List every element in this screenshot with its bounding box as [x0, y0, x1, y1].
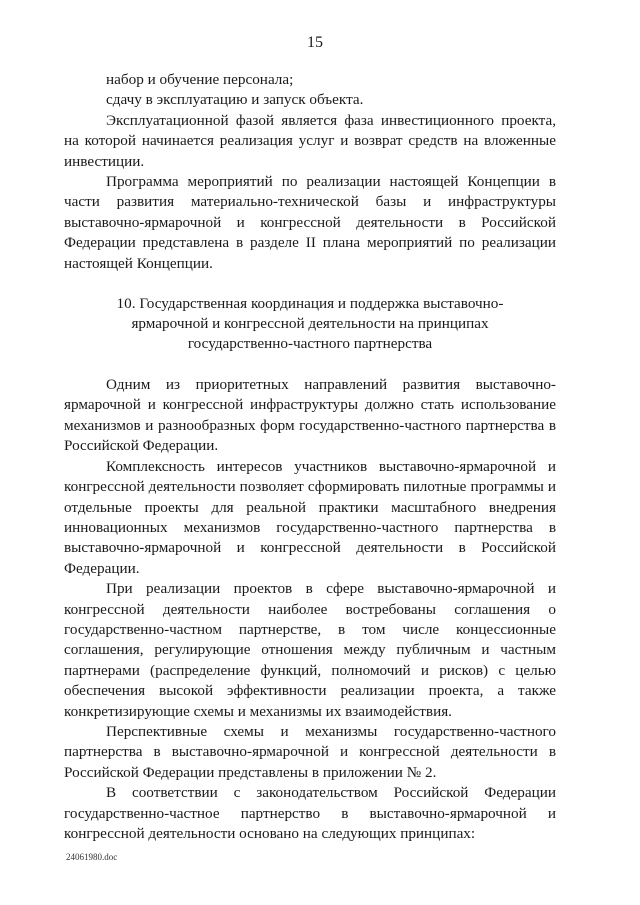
section-heading-line: 10. Государственная координация и поддержка выставочно-: [116, 295, 504, 313]
document-body: [64, 70, 556, 844]
paragraph: В соответствии с законодательством Российской Федерации государственно-частное партнерство в выставочно-ярмарочной и конгрессной деятельности основано на следующих принципах:: [64, 784, 556, 842]
paragraph: При реализации проектов в сфере выставочно-ярмарочной и конгрессной деятельности наиболее востребованы соглашения о государственно-частном партнерстве, в том числе концессионные соглашения, регулирующие отношения между публичным и частным партнерами (распределение функций, полномочий и рисков) с целью обеспечения высокой эффективности реализации проекта, а также конкретизирующие схемы и механизмы их взаимодействия.: [64, 580, 556, 720]
paragraph: Одним из приоритетных направлений развития выставочно-ярмарочной и конгрессной инфраструктуры должно стать использование механизмов и разнообразных форм государственно-частного партнерства в Российской Федерации.: [64, 376, 556, 455]
paragraph: Комплексность интересов участников выставочно-ярмарочной и конгрессной деятельности позволяет сформировать пилотные программы и отдельные проекты для реальной практики масштабного внедрения инновационных механизмов государственно-частного партнерства в выставочно-ярмарочной и конгрессной деятельности в Российской Федерации.: [64, 457, 556, 577]
section-heading-line: ярмарочной и конгрессной деятельности на принципах: [131, 315, 489, 333]
paragraph: набор и обучение персонала;: [106, 71, 294, 88]
section-heading-line: государственно-частного партнерства: [187, 335, 433, 353]
file-name-footer: 24061980.doc: [66, 852, 118, 862]
paragraph: Программа мероприятий по реализации настоящей Концепции в части развития материально-технической базы и инфраструктуры выставочно-ярмарочной и конгрессной деятельности в Российской Федерации представлена в разделе II плана мероприятий по реализации настоящей Концепции.: [64, 173, 556, 272]
section-heading: [64, 294, 556, 354]
page-number: 15: [307, 34, 323, 51]
paragraph: сдачу в эксплуатацию и запуск объекта.: [106, 91, 364, 109]
paragraph: Эксплуатационной фазой является фаза инвестиционного проекта, на которой начинается реализация услуг и возврат средств на вложенные инвестиции.: [64, 111, 556, 170]
paragraph: Перспективные схемы и механизмы государственно-частного партнерства в выставочно-ярмарочной и конгрессной деятельности в Российской Федерации представлены в приложении № 2.: [64, 722, 556, 781]
